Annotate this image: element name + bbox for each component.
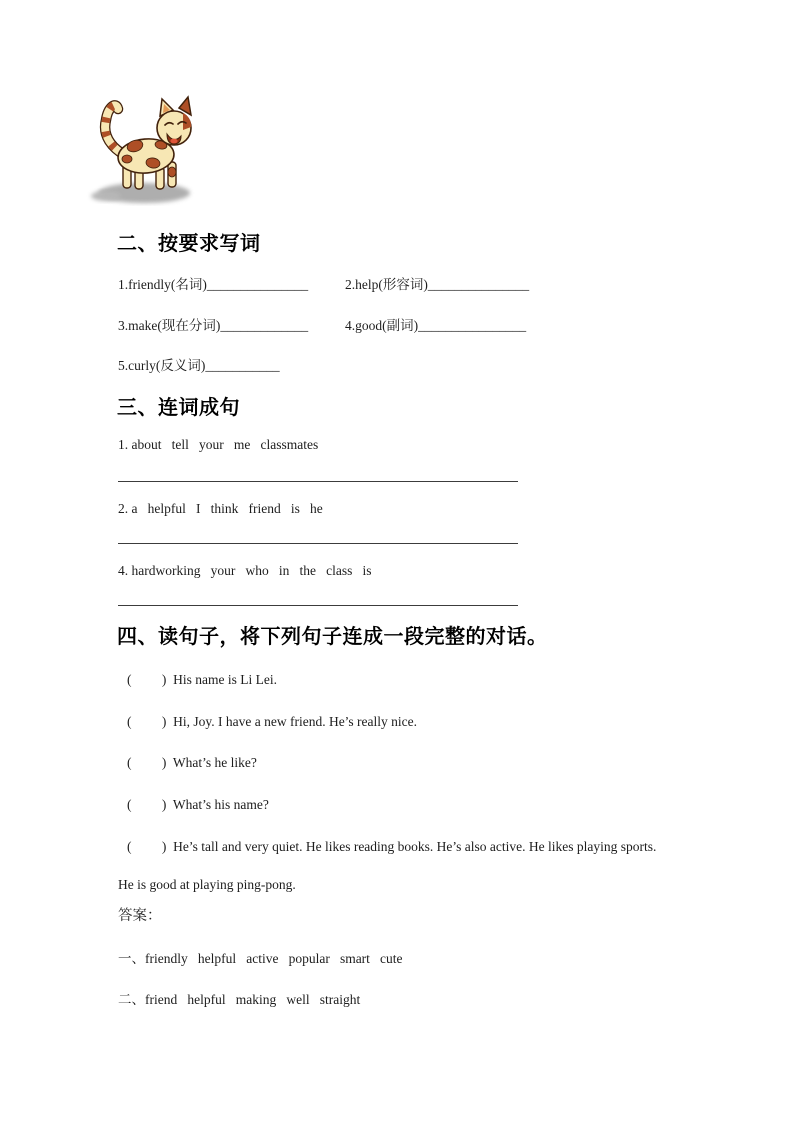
write-words-item-3: 3.make(现在分词)_____________	[118, 318, 309, 333]
dialogue-item-1: ( ) His name is Li Lei.	[127, 672, 277, 687]
answer-blank-line-3	[118, 605, 518, 606]
section-make-sentences-title: 三、连词成句	[117, 397, 240, 419]
dialogue-item-3: ( ) What’s he like?	[127, 755, 257, 770]
answers-line-1: 一、friendly helpful active popular smart cute	[118, 951, 403, 966]
write-words-item-5: 5.curly(反义词)___________	[118, 358, 280, 373]
cat-tongue	[170, 139, 177, 144]
write-words-item-1: 1.friendly(名词)_______________	[118, 277, 309, 292]
dialogue-item-5-continuation: He is good at playing ping-pong.	[118, 877, 296, 892]
write-words-item-4: 4.good(副词)________________	[345, 318, 527, 333]
make-sentence-item-2: 2. a helpful I think friend is he	[118, 501, 323, 516]
section-dialogue-title: 四、读句子，将下列句子连成一段完整的对话。	[117, 626, 548, 648]
answer-blank-line-2	[118, 543, 518, 544]
write-words-item-2: 2.help(形容词)_______________	[345, 277, 530, 292]
answers-line-2: 二、friend helpful making well straight	[118, 992, 361, 1007]
answer-blank-line-1	[118, 481, 518, 482]
cat-head	[157, 97, 191, 145]
answers-label: 答案：	[118, 908, 162, 924]
cat-illustration	[82, 94, 208, 206]
dialogue-item-4: ( ) What’s his name?	[127, 797, 269, 812]
dialogue-item-5: ( ) He’s tall and very quiet. He likes reading books. He’s also active. He likes playing sports.	[127, 839, 657, 854]
section-write-words-title: 二、按要求写词	[117, 233, 261, 255]
make-sentence-item-4: 4. hardworking your who in the class is	[118, 563, 372, 578]
dialogue-item-2: ( ) Hi, Joy. I have a new friend. He’s really nice.	[127, 714, 418, 729]
cat-illustration-svg	[82, 94, 208, 206]
make-sentence-item-1: 1. about tell your me classmates	[118, 437, 319, 452]
